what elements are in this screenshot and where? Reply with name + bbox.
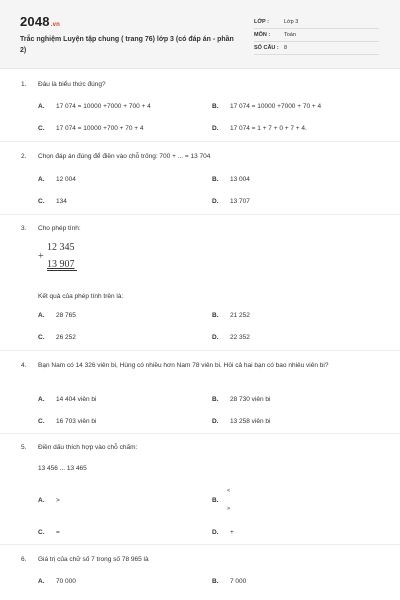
question-text: Điền dấu thích hợp vào chỗ chấm: xyxy=(38,444,138,451)
option-c[interactable] xyxy=(38,198,67,205)
option-text: = xyxy=(56,529,60,536)
option-letter: C. xyxy=(38,198,45,205)
meta-row-class xyxy=(254,16,379,29)
option-b-top-symbol: < xyxy=(227,488,231,494)
option-letter: D. xyxy=(212,418,219,425)
option-letter: B. xyxy=(212,396,219,403)
meta-key: SỐ CÂU : xyxy=(254,45,279,51)
question-text: Đâu là biểu thức đúng? xyxy=(38,81,106,88)
option-letter: A. xyxy=(38,578,45,585)
option-text: 28 730 viên bi xyxy=(230,396,271,403)
divider xyxy=(0,433,400,434)
option-text: 17 074 = 10000 +700 + 70 + 4 xyxy=(56,125,144,132)
option-a[interactable] xyxy=(38,396,96,403)
divider xyxy=(0,544,400,545)
option-text: 7 000 xyxy=(230,578,247,585)
option-letter: D. xyxy=(212,529,219,536)
option-text: 17 074 = 10000 +7000 + 700 + 4 xyxy=(56,103,151,110)
option-letter: C. xyxy=(38,418,45,425)
option-letter: A. xyxy=(38,176,45,183)
divider xyxy=(0,350,400,351)
logo-suffix: .vn xyxy=(50,22,61,28)
question-text: Giá trị của chữ số 7 trong số 78 965 là xyxy=(38,556,149,563)
option-text: > xyxy=(56,497,60,504)
divider xyxy=(0,141,400,142)
option-text: 13 004 xyxy=(230,176,250,183)
option-text: + xyxy=(230,529,234,536)
addend-value: 12 345 xyxy=(47,242,75,253)
question-number: 5. xyxy=(21,444,27,451)
option-text: 21 252 xyxy=(230,312,250,319)
question-number: 3. xyxy=(21,225,27,232)
question-number: 1. xyxy=(21,81,27,88)
worksheet-header xyxy=(0,0,400,69)
question-number: 4. xyxy=(21,362,27,369)
option-c[interactable] xyxy=(38,418,96,425)
option-text: 14 404 viên bi xyxy=(56,396,97,403)
option-letter: B. xyxy=(212,578,219,585)
option-c[interactable] xyxy=(38,125,143,132)
option-letter: D. xyxy=(212,334,219,341)
option-letter: B. xyxy=(212,497,219,504)
option-letter: B. xyxy=(212,103,219,110)
option-letter: A. xyxy=(38,312,45,319)
meta-value: Lớp 3 xyxy=(284,19,299,25)
question-number: 6. xyxy=(21,556,27,563)
question-text: Bạn Nam có 14 326 viên bi, Hùng có nhiều hơn Nam 78 viên bi. Hỏi cả hai bạn có bao nhiêu viên bi? xyxy=(38,362,329,369)
option-b[interactable] xyxy=(212,312,250,319)
question-followup: Kết quả của phép tính trên là: xyxy=(38,293,124,300)
sum-value: 13 907 xyxy=(47,259,75,270)
option-text: 17 074 = 10000 +7000 + 70 + 4 xyxy=(230,103,322,110)
meta-row-subject xyxy=(254,29,379,42)
option-text: 12 004 xyxy=(56,176,76,183)
option-d[interactable] xyxy=(212,125,307,132)
option-letter: C. xyxy=(38,334,45,341)
option-b[interactable] xyxy=(212,578,246,585)
worksheet-title: Trắc nghiệm Luyện tập chung ( trang 76) lớp 3 (có đáp án - phần 2) xyxy=(20,36,234,54)
option-text: 28 765 xyxy=(56,312,76,319)
option-b[interactable] xyxy=(212,396,270,403)
meta-value: 8 xyxy=(284,45,288,51)
sum-line xyxy=(47,270,77,271)
question-number: 2. xyxy=(21,153,27,160)
option-text: 17 074 = 1 + 7 + 0 + 7 + 4. xyxy=(230,125,307,132)
option-text: 13 707 xyxy=(230,198,250,205)
option-text: 16 703 viên bi xyxy=(56,418,97,425)
option-letter: A. xyxy=(38,396,45,403)
option-a[interactable] xyxy=(38,497,60,504)
option-letter: D. xyxy=(212,125,219,132)
meta-row-count xyxy=(254,42,379,55)
option-letter: A. xyxy=(38,497,45,504)
option-letter: C. xyxy=(38,529,45,536)
option-d[interactable] xyxy=(212,418,270,425)
logo-text: 2048 xyxy=(20,14,50,29)
option-letter: B. xyxy=(212,176,219,183)
option-b[interactable] xyxy=(212,497,230,504)
site-logo[interactable] xyxy=(20,14,60,29)
option-c[interactable] xyxy=(38,529,60,536)
option-d[interactable] xyxy=(212,529,234,536)
option-d[interactable] xyxy=(212,198,250,205)
option-d[interactable] xyxy=(212,334,250,341)
meta-key: LỚP : xyxy=(254,19,269,25)
comparison-expression: 13 456 ... 13 465 xyxy=(38,465,87,472)
option-b[interactable] xyxy=(212,103,321,110)
option-letter: C. xyxy=(38,125,45,132)
option-letter: D. xyxy=(212,198,219,205)
option-b-bottom-symbol: > xyxy=(227,506,231,512)
option-text: 70 000 xyxy=(56,578,76,585)
option-letter: A. xyxy=(38,103,45,110)
divider xyxy=(0,214,400,215)
option-a[interactable] xyxy=(38,103,151,110)
meta-value: Toán xyxy=(284,32,296,38)
option-b[interactable] xyxy=(212,176,250,183)
option-text: 22 352 xyxy=(230,334,250,341)
meta-key: MÔN : xyxy=(254,32,271,38)
option-letter: B. xyxy=(212,312,219,319)
option-a[interactable] xyxy=(38,578,76,585)
question-text: Chọn đáp án đúng để điền vào chỗ trống: 700 + ... = 13 704 xyxy=(38,153,211,160)
plus-sign: + xyxy=(38,251,44,262)
option-text: 13 258 viên bi xyxy=(230,418,271,425)
questions-area xyxy=(0,68,400,600)
question-text: Cho phép tính: xyxy=(38,225,81,232)
option-a[interactable] xyxy=(38,312,76,319)
option-text: 134 xyxy=(56,198,67,205)
option-text: 26 252 xyxy=(56,334,76,341)
option-a[interactable] xyxy=(38,176,76,183)
option-c[interactable] xyxy=(38,334,76,341)
